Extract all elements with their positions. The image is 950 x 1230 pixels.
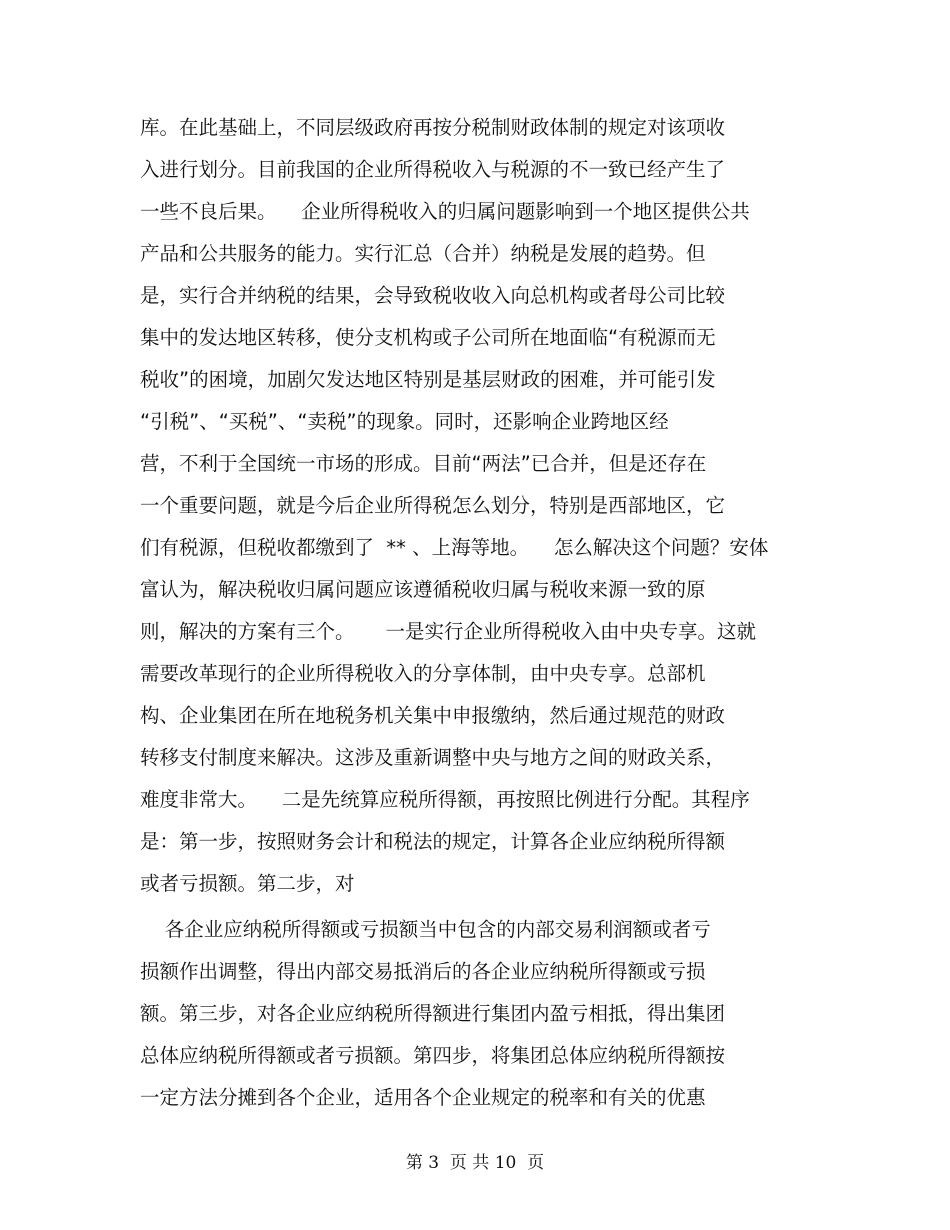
text-line: 们有税源，但税收都缴到了 ** 、上海等地。 怎么解决这个问题？安体: [140, 536, 769, 559]
text-line: 转移支付制度来解决。这涉及重新调整中央与地方之间的财政关系，: [140, 746, 726, 769]
text-line: 总体应纳税所得额或者亏损额。第四步，将集团总体应纳税所得额按: [140, 1044, 726, 1067]
text-line: 一些不良后果。 企业所得税收入的归属问题影响到一个地区提供公共: [140, 200, 750, 223]
text-line: 或者亏损额。第二步，对: [140, 872, 355, 895]
text-line: 税收”的困境，加剧欠发达地区特别是基层财政的困难，并可能引发: [140, 368, 716, 391]
text-line: 产品和公共服务的能力。实行汇总（合并）纳税是发展的趋势。但: [140, 242, 706, 265]
text-line: 富认为，解决税收归属问题应该遵循税收归属与税收来源一致的原: [140, 578, 706, 601]
text-line: 是，实行合并纳税的结果，会导致税收收入向总机构或者母公司比较: [140, 284, 726, 307]
text-line: 各企业应纳税所得额或亏损额当中包含的内部交易利润额或者亏: [140, 918, 711, 941]
text-line: 一个重要问题，就是今后企业所得税怎么划分，特别是西部地区，它: [140, 494, 726, 517]
text-line: 损额作出调整，得出内部交易抵消后的各企业应纳税所得额或亏损: [140, 960, 706, 983]
text-line: 入进行划分。目前我国的企业所得税收入与税源的不一致已经产生了: [140, 158, 726, 181]
text-line: 额。第三步，对各企业应纳税所得额进行集团内盈亏相抵，得出集团: [140, 1002, 726, 1025]
text-line: 则，解决的方案有三个。 一是实行企业所得税收入由中央专享。这就: [140, 620, 756, 643]
text-line: 库。在此基础上，不同层级政府再按分税制财政体制的规定对该项收: [140, 116, 726, 139]
page-footer: 第 3 页 共 10 页: [405, 1153, 545, 1173]
text-line: “引税”、“买税”、“卖税”的现象。同时，还影响企业跨地区经: [140, 410, 669, 433]
text-line: 需要改革现行的企业所得税收入的分享体制，由中央专享。总部机: [140, 662, 706, 685]
text-line: 难度非常大。 二是先统算应税所得额，再按照比例进行分配。其程序: [140, 788, 750, 811]
text-line: 集中的发达地区转移，使分支机构或子公司所在地面临“有税源而无: [140, 326, 716, 349]
text-line: 一定方法分摊到各个企业，适用各个企业规定的税率和有关的优惠: [140, 1086, 706, 1109]
text-line: 构、企业集团在所在地税务机关集中申报缴纳，然后通过规范的财政: [140, 704, 726, 727]
text-line: 是：第一步，按照财务会计和税法的规定，计算各企业应纳税所得额: [140, 830, 726, 853]
text-line: 营，不利于全国统一市场的形成。目前“两法”已合并，但是还存在: [140, 452, 707, 475]
